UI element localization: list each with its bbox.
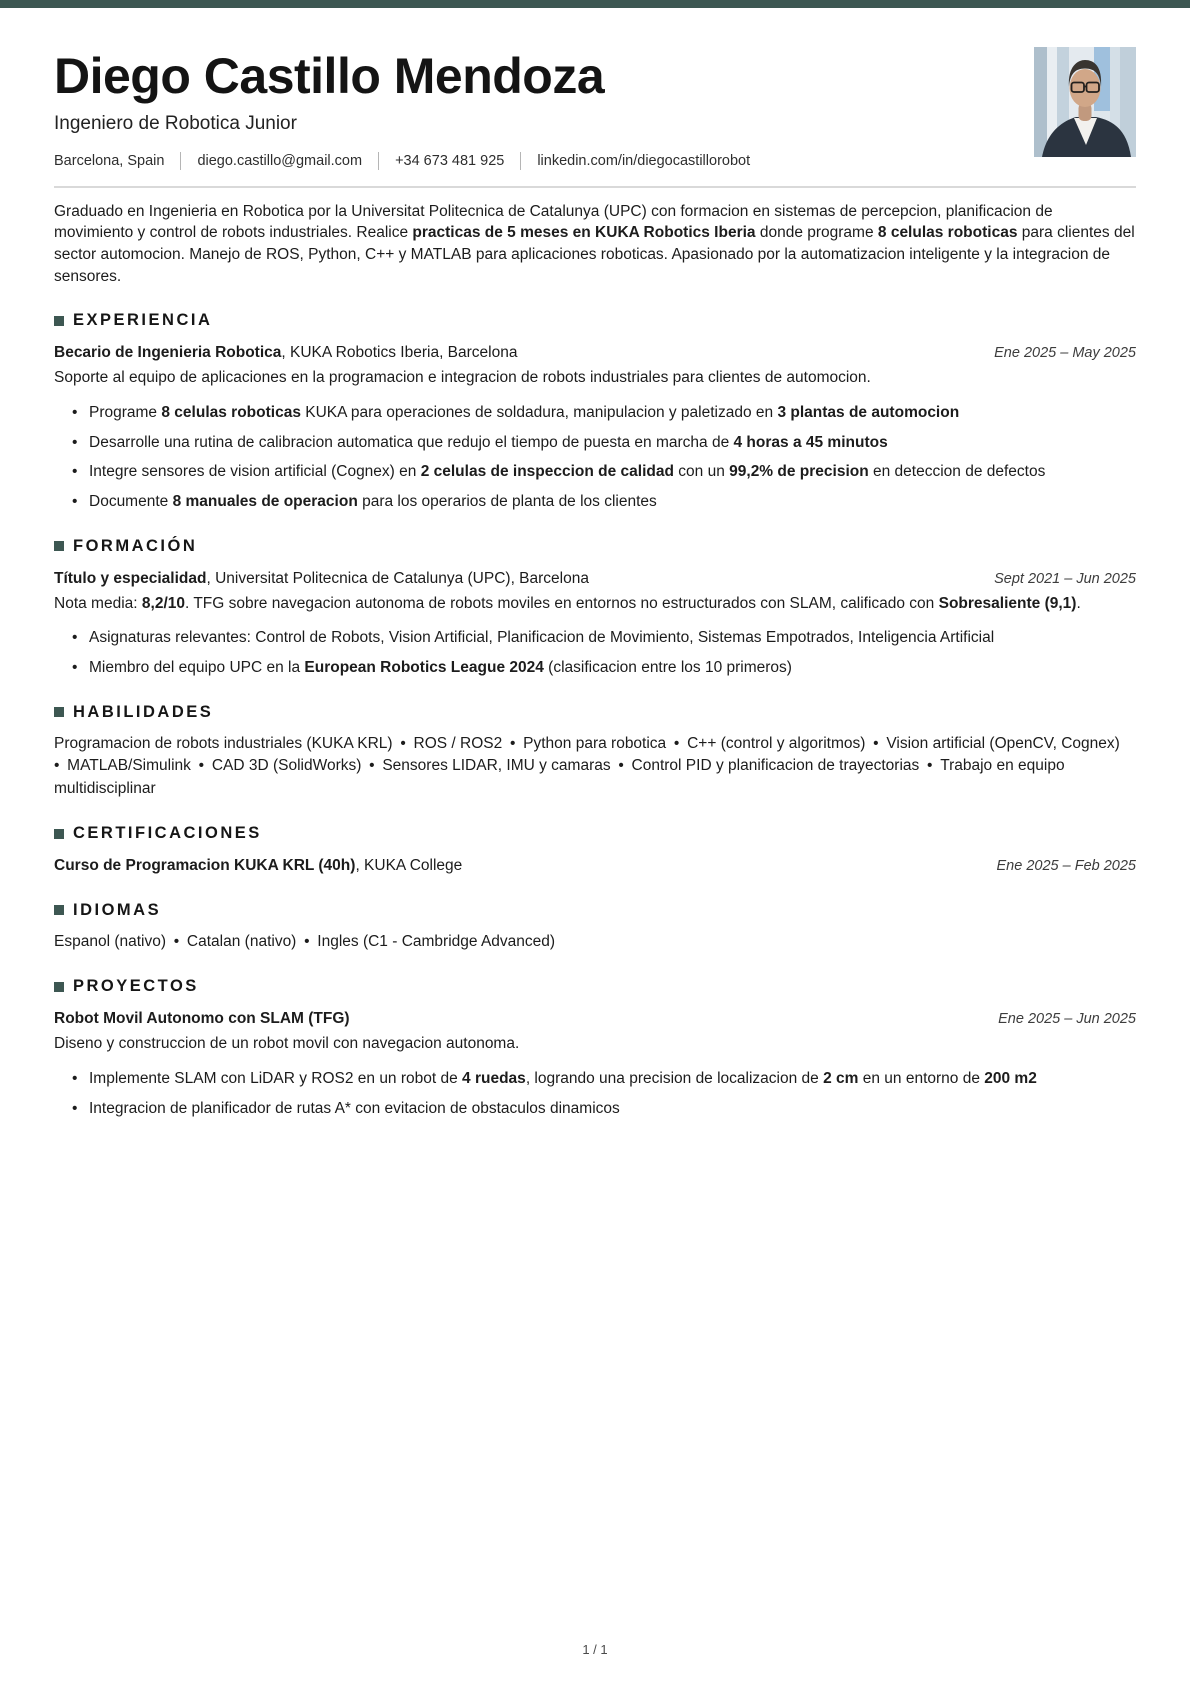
entry-title: Robot Movil Autonomo con SLAM (TFG) (54, 1010, 350, 1028)
section-idiomas (54, 901, 1136, 953)
page-content (0, 50, 1190, 1119)
section-habilidades (54, 703, 1136, 800)
entry-date: Ene 2025 – Jun 2025 (998, 1011, 1136, 1028)
section-heading (54, 537, 1136, 556)
header-divider (54, 186, 1136, 188)
section-marker-icon (54, 541, 64, 551)
resume-header (54, 50, 1136, 170)
bullet-list (54, 627, 1136, 678)
entry-header (54, 343, 1136, 364)
contact-phone: +34 673 481 925 (395, 152, 505, 169)
section-heading (54, 901, 1136, 920)
bullet-list (54, 1068, 1136, 1119)
entry-date: Ene 2025 – Feb 2025 (996, 858, 1136, 874)
section-heading (54, 824, 1136, 843)
entry-date: Ene 2025 – May 2025 (994, 345, 1136, 362)
section-heading-label: IDIOMAS (73, 900, 162, 919)
section-marker-icon (54, 707, 64, 717)
contact-location: Barcelona, Spain (54, 152, 165, 169)
section-heading (54, 703, 1136, 722)
section-marker-icon (54, 829, 64, 839)
accent-top-bar (0, 0, 1190, 8)
contact-linkedin: linkedin.com/in/diegocastillorobot (537, 152, 751, 169)
section-heading-label: FORMACIÓN (73, 536, 198, 555)
entry-header (54, 1009, 1136, 1030)
entry-header (54, 856, 1136, 877)
section-heading (54, 311, 1136, 330)
page-title: Diego Castillo Mendoza (54, 48, 605, 104)
entry-title: Becario de Ingenieria Robotica, KUKA Robotics Iberia, Barcelona (54, 344, 518, 362)
bullet-list (54, 402, 1136, 513)
bullet-item: • Asignaturas relevantes: Control de Robots, Vision Artificial, Planificacion de Movimiento, Sistemas Empotrados, Inteligencia Artificial (72, 627, 1136, 649)
bullet-item: • Integre sensores de vision artificial (Cognex) en 2 celulas de inspeccion de calidad con un 99,2% de precision en deteccion de defectos (72, 461, 1136, 483)
section-marker-icon (54, 905, 64, 915)
entry-subtitle: Soporte al equipo de aplicaciones en la programacion e integracion de robots industriales para clientes de automocion. (54, 369, 871, 387)
section-marker-icon (54, 982, 64, 992)
entry-date: Sept 2021 – Jun 2025 (994, 570, 1136, 587)
job-title: Ingeniero de Robotica Junior (54, 112, 297, 134)
entry-subtitle: Diseno y construccion de un robot movil con navegacion autonoma. (54, 1035, 520, 1053)
section-formacion (54, 537, 1136, 679)
bullet-item: • Implemente SLAM con LiDAR y ROS2 en un robot de 4 ruedas, logrando una precision de localizacion de 2 cm en un entorno de 200 m2 (72, 1068, 1136, 1090)
contact-email: diego.castillo@gmail.com (197, 152, 363, 169)
separator (378, 152, 379, 170)
separator (520, 152, 521, 170)
entry-title: Curso de Programacion KUKA KRL (40h), KUKA College (54, 857, 463, 874)
section-heading-label: HABILIDADES (73, 702, 214, 721)
contact-row (54, 152, 1136, 170)
separator (180, 152, 181, 170)
bullet-item: • Integracion de planificador de rutas A* con evitacion de obstaculos dinamicos (72, 1098, 1136, 1120)
entry-description: Nota media: 8,2/10. TFG sobre navegacion autonoma de robots moviles en entornos no estructurados con SLAM, calificado con Sobresaliente (9,1). (54, 594, 1081, 612)
education-entry (54, 569, 1136, 679)
experience-entry (54, 343, 1136, 512)
bullet-item: • Desarrolle una rutina de calibracion automatica que redujo el tiempo de puesta en marcha de 4 horas a 45 minutos (72, 432, 1136, 454)
bullet-item: • Documente 8 manuales de operacion para los operarios de planta de los clientes (72, 491, 1136, 513)
section-heading-label: EXPERIENCIA (73, 311, 213, 330)
skills-list: Programacion de robots industriales (KUKA KRL) • ROS / ROS2 • Python para robotica • C++ (control y algoritmos) • Vision artificial (OpenCV, Cognex) • MATLAB/Simulink • CAD 3D (SolidWorks) • Sensores LIDAR, IMU y camaras • Control PID y planificacion de trayectorias • Trabajo en equipo multidisciplinar (54, 734, 1128, 797)
section-proyectos (54, 977, 1136, 1119)
section-heading (54, 977, 1136, 996)
section-experiencia (54, 311, 1136, 512)
languages-list: Espanol (nativo) • Catalan (nativo) • Ingles (C1 - Cambridge Advanced) (54, 932, 556, 950)
summary-paragraph: Graduado en Ingenieria en Robotica por la Universitat Politecnica de Catalunya (UPC) con formacion en sistemas de percepcion, planificacion de movimiento y control de robots industriales. Realice practicas de 5 meses en KUKA Robotics Iberia donde programe 8 celulas roboticas para clientes del sector automocion. Manejo de ROS, Python, C++ y MATLAB para aplicaciones roboticas. Apasionado por la automatizacion inteligente y la integracion de sensores. (54, 202, 1135, 285)
entry-header (54, 569, 1136, 590)
portrait-photo (1034, 47, 1136, 157)
certification-entry (54, 856, 1136, 877)
section-heading-label: PROYECTOS (73, 977, 199, 996)
bullet-item: • Miembro del equipo UPC en la European Robotics League 2024 (clasificacion entre los 10 primeros) (72, 657, 1136, 679)
section-certificaciones (54, 824, 1136, 877)
project-entry (54, 1009, 1136, 1119)
section-marker-icon (54, 316, 64, 326)
page-number: 1 / 1 (582, 1642, 608, 1657)
entry-title: Título y especialidad, Universitat Politecnica de Catalunya (UPC), Barcelona (54, 569, 589, 587)
bullet-item: • Programe 8 celulas roboticas KUKA para operaciones de soldadura, manipulacion y paletizado en 3 plantas de automocion (72, 402, 1136, 424)
section-heading-label: CERTIFICACIONES (73, 824, 262, 842)
